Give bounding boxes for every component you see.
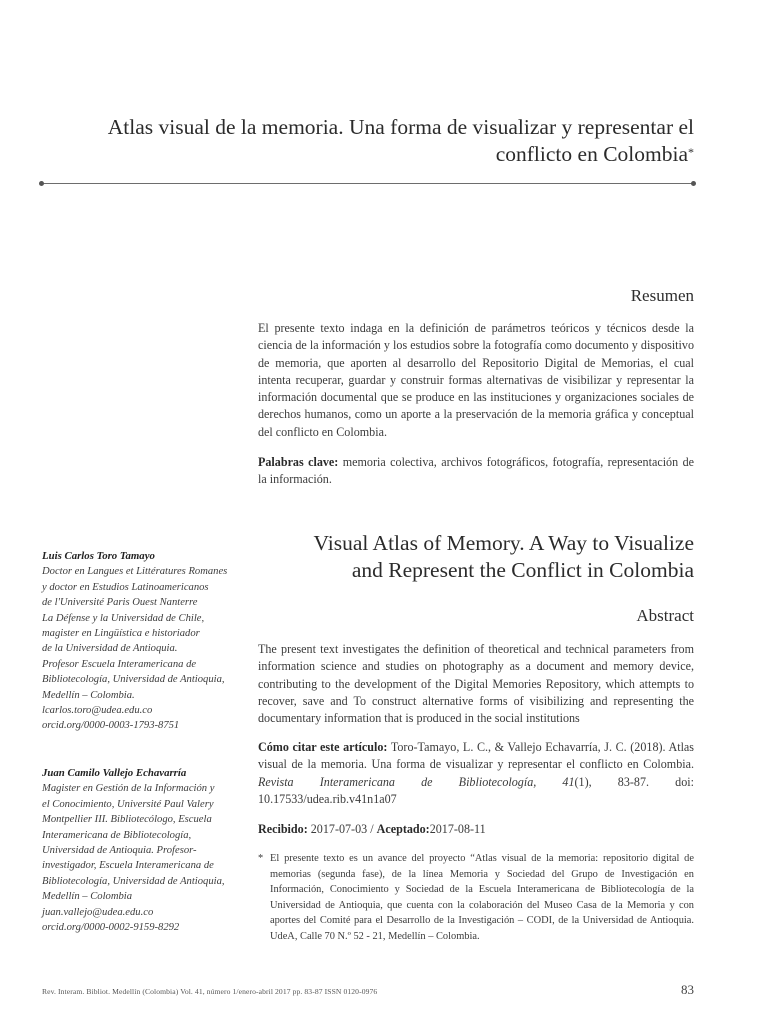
author-1-email[interactable]: lcarlos.toro@udea.edu.co [42,705,153,717]
keywords-label: Palabras clave: [258,455,339,469]
citation-label: Cómo citar este artículo: [258,740,388,754]
divider-dot-right [691,181,696,186]
page-number: 83 [681,982,694,997]
author-1-line: y doctor en Estudios Latinoamericanos [42,581,209,593]
title-footnote-mark: * [688,145,694,159]
author-1 [42,549,242,734]
footnote [258,851,694,945]
accepted-label: Aceptado: [376,822,430,836]
journal-name: Revista Interamericana de Bibliotecología, 41 [258,774,575,789]
running-footer: Rev. Interam. Bibliot. Medellín (Colombia) Vol. 41, número 1/enero-abril 2017 pp. 83-87 ISSN 0120-0976 [42,987,378,996]
author-1-line: La Défense y la Universidad de Chile, [42,612,205,624]
author-1-line: de la Universidad de Antioquia. [42,643,178,655]
author-1-line: Medellín – Colombia. [42,689,135,701]
resumen-body: El presente texto indaga en la definición de parámetros teóricos y técnicos desde la ciencia de la información y los estudios sobre la fotografía como documento y dispositivo de memoria, que aporten al desarrollo del Repositorio Digital de Memorias, el cual intenta recuperar, guardar y construir formas alternativas de visibilizar y representar la información documental que se produce en las instituciones y organizaciones sociales de derechos humanos, como un aporte a la preservación de la memoria gráfica y conceptual del conflicto en Colombia. [258,321,694,439]
resumen-heading: Resumen [630,286,694,305]
title-divider [40,183,695,184]
dates: Recibido: 2017-07-03 / Aceptado:2017-08-11 [258,822,486,836]
footnote-text: El presente texto es un avance del proyecto “Atlas visual de la memoria: repositorio digital de memorias (segunda fase), de la línea Memoria y Sociedad del Grupo de Investigación en Información, Conocimiento y Sociedad de la Escuela Interamericana de Bibliotecología de la Universidad de Antioquia, que cuenta con la colaboración del Museo Casa de la Memoria y con aportes del Comité para el Desarrollo de la Investigación – CODI, de la Universidad de Antioquia. UdeA, Calle 70 N.º 52 - 21, Medellín – Colombia. [270,853,694,942]
citation: Cómo citar este artículo: Toro-Tamayo, L. C., & Vallejo Echavarría, J. C. (2018). Atlas visual de la memoria. Una forma de visualizar y representar el conflicto en Colombia. Revista Interamericana de Bibliotecología, 41(1), 83-87. doi: 10.17533/udea.rib.v41n1a07 [258,740,695,806]
footnote-mark: * [258,853,264,864]
keywords [258,454,694,489]
author-2-line: el Conocimiento, Université Paul Valery [42,798,214,810]
author-2-line: Magister en Gestión de la Información y [42,783,215,795]
english-title-line-2: and Represent the Conflict in Colombia [351,558,694,582]
author-1-line: magister en Lingüística e historiador [42,628,200,640]
author-2-name: Juan Camilo Vallejo Echavarría [42,767,187,779]
author-2-email[interactable]: juan.vallejo@udea.edu.co [42,906,154,918]
keywords-text: memoria colectiva, archivos fotográficos, fotografía, representación de la información. [258,455,694,487]
author-1-line: Profesor Escuela Interamericana de [42,658,197,670]
divider-dot-left [39,181,44,186]
author-2-line: investigador, Escuela Interamericana de [42,860,214,872]
author-2-line: Universidad de Antioquia. Profesor- [42,845,197,857]
accepted-date: 2017-08-11 [429,822,486,836]
author-2-line: Interamericana de Bibliotecología, [42,829,192,841]
author-2-line: Bibliotecología, Universidad de Antioquia, [42,875,225,887]
author-2 [42,766,242,935]
author-2-line: Montpellier III. Bibliotecólogo, Escuela [42,814,212,826]
english-title [240,530,694,584]
author-1-line: Bibliotecología, Universidad de Antioquia, [42,674,225,686]
english-title-line-1: Visual Atlas of Memory. A Way to Visualize [313,531,694,555]
title-line-2: conflicto en Colombia* [495,142,694,166]
abstract-body: The present text investigates the definition of theoretical and technical parameters from information science and studies on photography as a document and memory device, contributing to the development of the Digital Memories Repository, which attempts to recover, save and To construct alternative forms of visibilizing and representing the documentary information that is produced in the social institutions [258,642,694,726]
author-2-orcid[interactable]: orcid.org/0000-0002-9159-8292 [42,922,180,934]
author-1-line: Doctor en Langues et Littératures Romanes [42,566,228,578]
abstract-heading: Abstract [636,606,694,625]
article-title [60,114,694,168]
title-line-1: Atlas visual de la memoria. Una forma de visualizar y representar el [107,115,694,139]
author-1-line: de l'Université Paris Ouest Nanterre [42,597,198,609]
received-label: Recibido: [258,822,308,836]
received-date: 2017-07-03 [310,822,368,836]
author-1-name: Luis Carlos Toro Tamayo [42,550,155,562]
author-1-orcid[interactable]: orcid.org/0000-0003-1793-8751 [42,720,180,732]
author-2-line: Medellín – Colombia [42,891,133,903]
